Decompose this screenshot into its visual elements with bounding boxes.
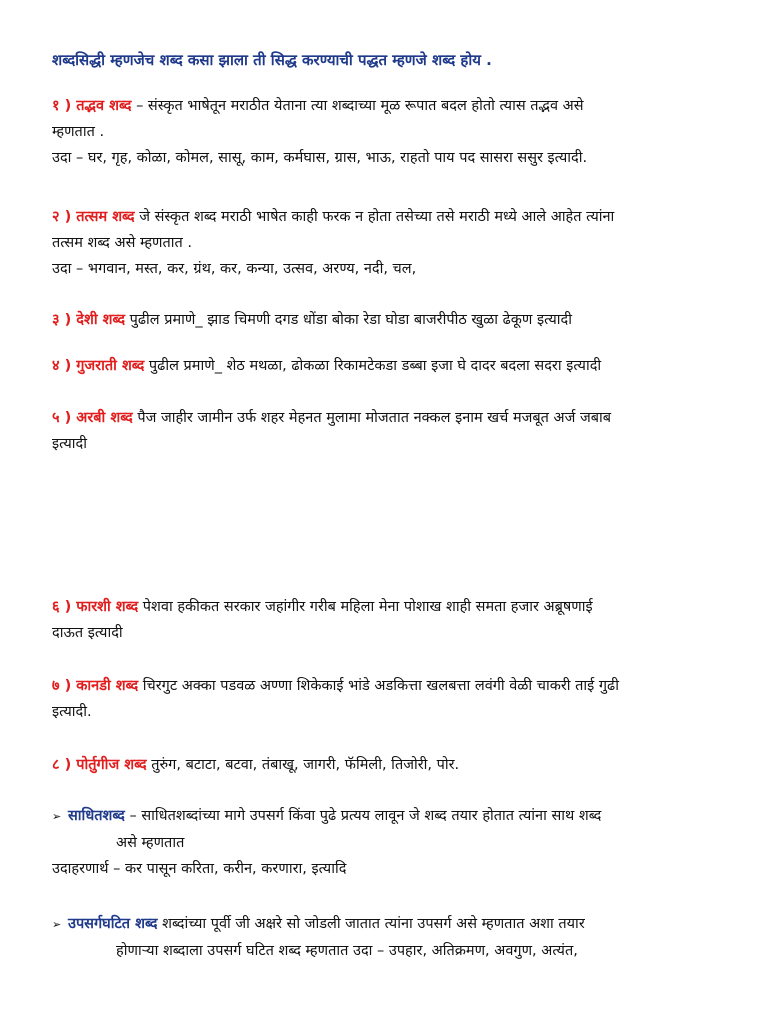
section-text: पुढील प्रमाणे_ शेठ मथळा, ढोकळा रिकामटेकडा डब्बा इजा घे दादर बदला सदरा इत्यादी — [144, 358, 602, 374]
section-line — [52, 594, 732, 620]
section-line — [52, 673, 732, 699]
section-term: ४ ) गुजराती शब्द — [52, 358, 145, 374]
section-text-cont: तत्सम शब्द असे म्हणतात . — [52, 235, 193, 251]
section-term: १ ) तद्भव शब्द — [52, 98, 132, 114]
section-text-cont: इत्यादी — [52, 436, 87, 452]
section-pharshi — [52, 594, 732, 646]
bullet-upsarg — [52, 911, 742, 964]
section-term: २ ) तत्सम शब्द — [52, 209, 135, 225]
section-text: – संस्कृत भाषेतून मराठीत येताना त्या शब्दाच्या मूळ रूपात बदल होतो त्यास तद्भव असे — [131, 98, 584, 114]
section-text-cont: म्हणतात . — [52, 124, 105, 140]
bullet-text: – साधितशब्दांच्या मागे उपसर्ग किंवा पुढे प्रत्यय लावून जे शब्द तयार होतात त्यांना साथ शब्द — [124, 808, 602, 824]
bullet-example: उदाहरणार्थ – कर पासून करिता, करीन, करणारा, इत्यादि — [52, 861, 347, 877]
section-term: ३ ) देशी शब्द — [52, 312, 126, 328]
section-tadbhav — [52, 93, 732, 171]
section-kanadi — [52, 673, 732, 725]
bullet-text-cont: होणाऱ्या शब्दाला उपसर्ग घटित शब्द म्हणतात उदा – उपहार, अतिक्रमण, अवगुण, अत्यंत, — [116, 943, 578, 959]
bullet-text-cont: असे म्हणतात — [116, 835, 185, 851]
section-example: उदा – भगवान, मस्त, कर, ग्रंथ, कर, कन्या, उत्सव, अरण्य, नदी, चल, — [52, 261, 417, 277]
bullet-term: साधितशब्द — [68, 808, 125, 824]
section-text-cont: इत्यादी. — [52, 704, 92, 720]
section-line — [52, 307, 732, 333]
section-line — [52, 353, 732, 379]
bullet-term: उपसर्गघटित शब्द — [68, 916, 158, 932]
bullet-text: शब्दांच्या पूर्वी जी अक्षरे सो जोडली जातात त्यांना उपसर्ग असे म्हणतात अशा तयार — [157, 916, 585, 932]
section-text: पैज जाहीर जामीन उर्फ शहर मेहनत मुलामा मोजतात नक्कल इनाम खर्च मजबूत अर्ज जबाब — [132, 410, 612, 426]
section-deshi — [52, 307, 732, 333]
section-line — [52, 204, 732, 230]
arrow-bullet-icon: ➢ — [52, 810, 62, 823]
section-text-cont: दाऊत इत्यादी — [52, 625, 123, 641]
bullet-line — [52, 911, 742, 938]
section-tatsam — [52, 204, 732, 282]
bullet-line — [52, 803, 742, 830]
section-text: पेशवा हकीकत सरकार जहांगीर गरीब महिला मेना पोशाख शाही समता हजार अब्रूषणाई — [138, 599, 593, 615]
bullet-sadhit — [52, 803, 742, 882]
section-text: तुरुंग, बटाटा, बटवा, तंबाखू, जागरी, फॅमिली, तिजोरी, पोर. — [146, 757, 460, 773]
section-term: ८ ) पोर्तुगीज शब्द — [52, 757, 147, 773]
section-portuguese — [52, 752, 732, 778]
section-line — [52, 752, 732, 778]
section-text: चिरगुट अक्का पडवळ अण्णा शिकेकाई भांडे अडकित्ता खलबत्ता लवंगी वेळी चाकरी ताई गुढी — [138, 678, 619, 694]
section-term: ६ ) फारशी शब्द — [52, 599, 139, 615]
arrow-bullet-icon: ➢ — [52, 918, 62, 931]
section-text: जे संस्कृत शब्द मराठी भाषेत काही फरक न होता तसेच्या तसे मराठी मध्ये आले आहेत त्यांना — [134, 209, 615, 225]
section-gujarati — [52, 353, 732, 379]
section-line — [52, 405, 732, 431]
section-text: पुढील प्रमाणे_ झाड चिमणी दगड धोंडा बोका रेडा घोडा बाजरीपीठ खुळा ढेकूण इत्यादी — [125, 312, 572, 328]
section-term: ५ ) अरबी शब्द — [52, 410, 133, 426]
section-line — [52, 93, 732, 119]
section-example: उदा – घर, गृह, कोळा, कोमल, सासू, काम, कर्मघास, ग्रास, भाऊ, राहतो पाय पद सासरा ससुर इत्यादी. — [52, 150, 588, 166]
page-heading: शब्दसिद्धी म्हणजेच शब्द कसा झाला ती सिद्ध करण्याची पद्धत म्हणजे शब्द होय . — [52, 51, 492, 69]
section-term: ७ ) कानडी शब्द — [52, 678, 139, 694]
section-arabi — [52, 405, 732, 457]
